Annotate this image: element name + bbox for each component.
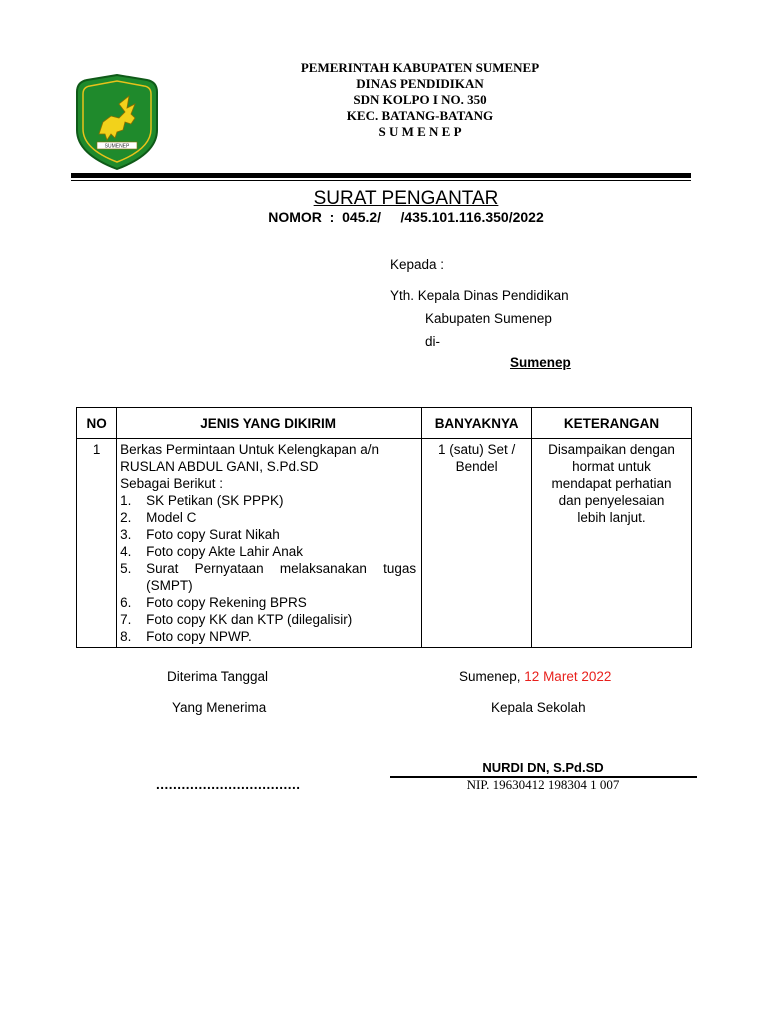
items-table xyxy=(76,407,692,648)
date: 12 Maret 2022 xyxy=(524,669,612,684)
letterhead xyxy=(250,60,590,140)
cell-keterangan xyxy=(532,439,692,648)
header-no: NO xyxy=(77,408,117,439)
list-item xyxy=(120,594,416,611)
jenis-intro: Sebagai Berikut : xyxy=(120,476,223,491)
signer-role: Kepala Sekolah xyxy=(491,700,586,715)
cell-no: 1 xyxy=(77,439,117,648)
table-row xyxy=(77,439,692,648)
cell-jenis xyxy=(117,439,422,648)
signer-nip: NIP. 19630412 198304 1 007 xyxy=(466,777,620,792)
keterangan-line: dan penyelesaian xyxy=(558,493,665,508)
letterhead-line: DINAS PENDIDIKAN xyxy=(356,76,484,91)
letterhead-city: S U M E N E P xyxy=(378,124,462,139)
list-item-text: Surat Pernyataan melaksanakan tugas (SMPT) xyxy=(146,561,417,593)
list-item-number: 4. xyxy=(120,544,132,559)
received-date-label: Diterima Tanggal xyxy=(167,669,269,684)
receiver-label: Yang Menerima xyxy=(172,700,267,715)
recipient-kabupaten: Kabupaten Sumenep xyxy=(425,311,552,326)
letter-title: SURAT PENGANTAR xyxy=(313,188,499,209)
list-item xyxy=(120,543,416,560)
banyaknya-line: Bendel xyxy=(455,459,498,474)
list-item-text: Foto copy Surat Nikah xyxy=(146,527,280,542)
list-item-number: 1. xyxy=(120,493,132,508)
signer-name: NURDI DN, S.Pd.SD xyxy=(482,760,604,775)
jenis-intro: Berkas Permintaan Untuk Kelengkapan a/n xyxy=(120,442,380,457)
recipient-city: Sumenep xyxy=(510,355,571,370)
list-item-number: 8. xyxy=(120,629,132,644)
letterhead-divider-thin xyxy=(71,180,691,181)
table-header-row xyxy=(77,408,692,439)
list-item xyxy=(120,492,416,509)
jenis-intro: RUSLAN ABDUL GANI, S.Pd.SD xyxy=(120,459,319,474)
list-item-number: 6. xyxy=(120,595,132,610)
list-item-text: Foto copy NPWP. xyxy=(146,629,252,644)
list-item-number: 5. xyxy=(120,561,132,576)
recipient-label: Kepada : xyxy=(390,257,445,272)
list-item-text: Foto copy Rekening BPRS xyxy=(146,595,307,610)
list-item-number: 7. xyxy=(120,612,132,627)
letterhead-line: KEC. BATANG-BATANG xyxy=(346,108,494,123)
keterangan-line: lebih lanjut. xyxy=(577,510,646,525)
keterangan-line: Disampaikan dengan xyxy=(548,442,675,457)
keterangan-line: mendapat perhatian xyxy=(551,476,672,491)
list-item xyxy=(120,526,416,543)
list-item-number: 2. xyxy=(120,510,132,525)
letterhead-line: SDN KOLPO I NO. 350 xyxy=(353,92,487,107)
logo-motto: SUMENEP xyxy=(104,143,130,150)
letter-number: NOMOR : 045.2/ /435.101.116.350/2022 xyxy=(268,209,544,225)
header-keterangan: KETERANGAN xyxy=(532,408,692,439)
receiver-signature-dots: .................................. xyxy=(156,777,301,792)
list-item xyxy=(120,509,416,526)
cell-banyaknya xyxy=(422,439,532,648)
list-item-text: SK Petikan (SK PPPK) xyxy=(146,493,284,508)
list-item-number: 3. xyxy=(120,527,132,542)
list-item-text: Model C xyxy=(146,510,197,525)
document-list xyxy=(120,492,416,645)
recipient-di: di- xyxy=(425,334,441,349)
school-logo xyxy=(73,74,161,170)
place-date xyxy=(459,668,611,685)
list-item xyxy=(120,611,416,628)
list-item xyxy=(120,560,416,594)
list-item xyxy=(120,628,416,645)
recipient-name: Yth. Kepala Dinas Pendidikan xyxy=(390,288,569,303)
banyaknya-line: 1 (satu) Set / xyxy=(437,442,516,457)
header-jenis: JENIS YANG DIKIRIM xyxy=(117,408,422,439)
letterhead-divider-thick xyxy=(71,173,691,178)
list-item-text: Foto copy Akte Lahir Anak xyxy=(146,544,304,559)
header-banyaknya: BANYAKNYA xyxy=(422,408,532,439)
place: Sumenep, xyxy=(459,669,525,684)
keterangan-line: hormat untuk xyxy=(572,459,651,474)
letterhead-line: PEMERINTAH KABUPATEN SUMENEP xyxy=(300,60,540,75)
list-item-text: Foto copy KK dan KTP (dilegalisir) xyxy=(146,612,353,627)
